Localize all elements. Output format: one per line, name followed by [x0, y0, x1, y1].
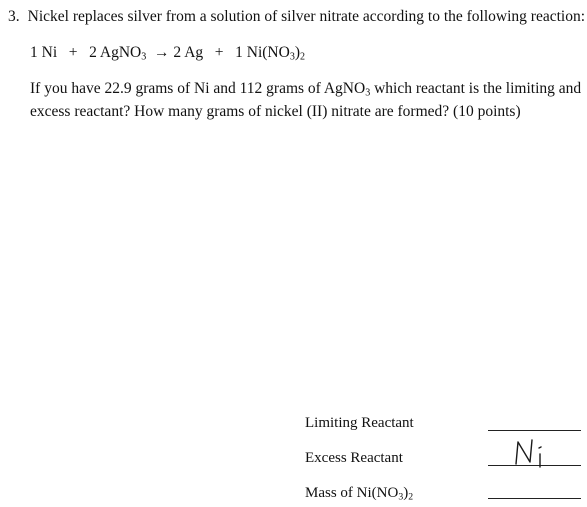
reactant-agno3: AgNO$_3$ — [99, 44, 147, 63]
question-statement — [8, 8, 585, 26]
mass-ni-no3-2-label: Mass of $Ni(NO_3)_2$ — [305, 485, 414, 503]
coefficient: 1 — [30, 44, 38, 61]
mass-answer-line — [488, 498, 581, 499]
product-ag: Ag — [184, 44, 204, 61]
reaction-arrow: → — [154, 44, 170, 61]
coefficient: 1 — [235, 44, 243, 61]
reactant-ni: Ni — [41, 44, 58, 61]
plus-sign: + — [214, 44, 224, 61]
excess-reactant-label: Excess Reactant — [305, 450, 403, 466]
question-number: 3. — [8, 8, 20, 25]
limiting-reactant-answer-line — [488, 430, 581, 431]
plus-sign: + — [68, 44, 78, 61]
reaction-equation — [30, 44, 305, 63]
excess-handwritten-answer — [512, 436, 552, 468]
coefficient: 2 — [173, 44, 182, 61]
question-text: Nickel replaces silver from a solution of silver nitrate according to the following reaction: — [27, 8, 586, 25]
problem-prompt: If you have 22.9 grams of Ni and 112 grams of AgNO$_3$ which reactant is the limiting and excess reactant? How many grams of nickel (II) nitrate are formed? (10 points) — [30, 80, 582, 120]
coefficient: 2 — [89, 44, 97, 61]
limiting-reactant-label: Limiting Reactant — [305, 415, 414, 431]
product-ni-no3-2: $Ni(NO_3)_2$ — [246, 44, 306, 63]
